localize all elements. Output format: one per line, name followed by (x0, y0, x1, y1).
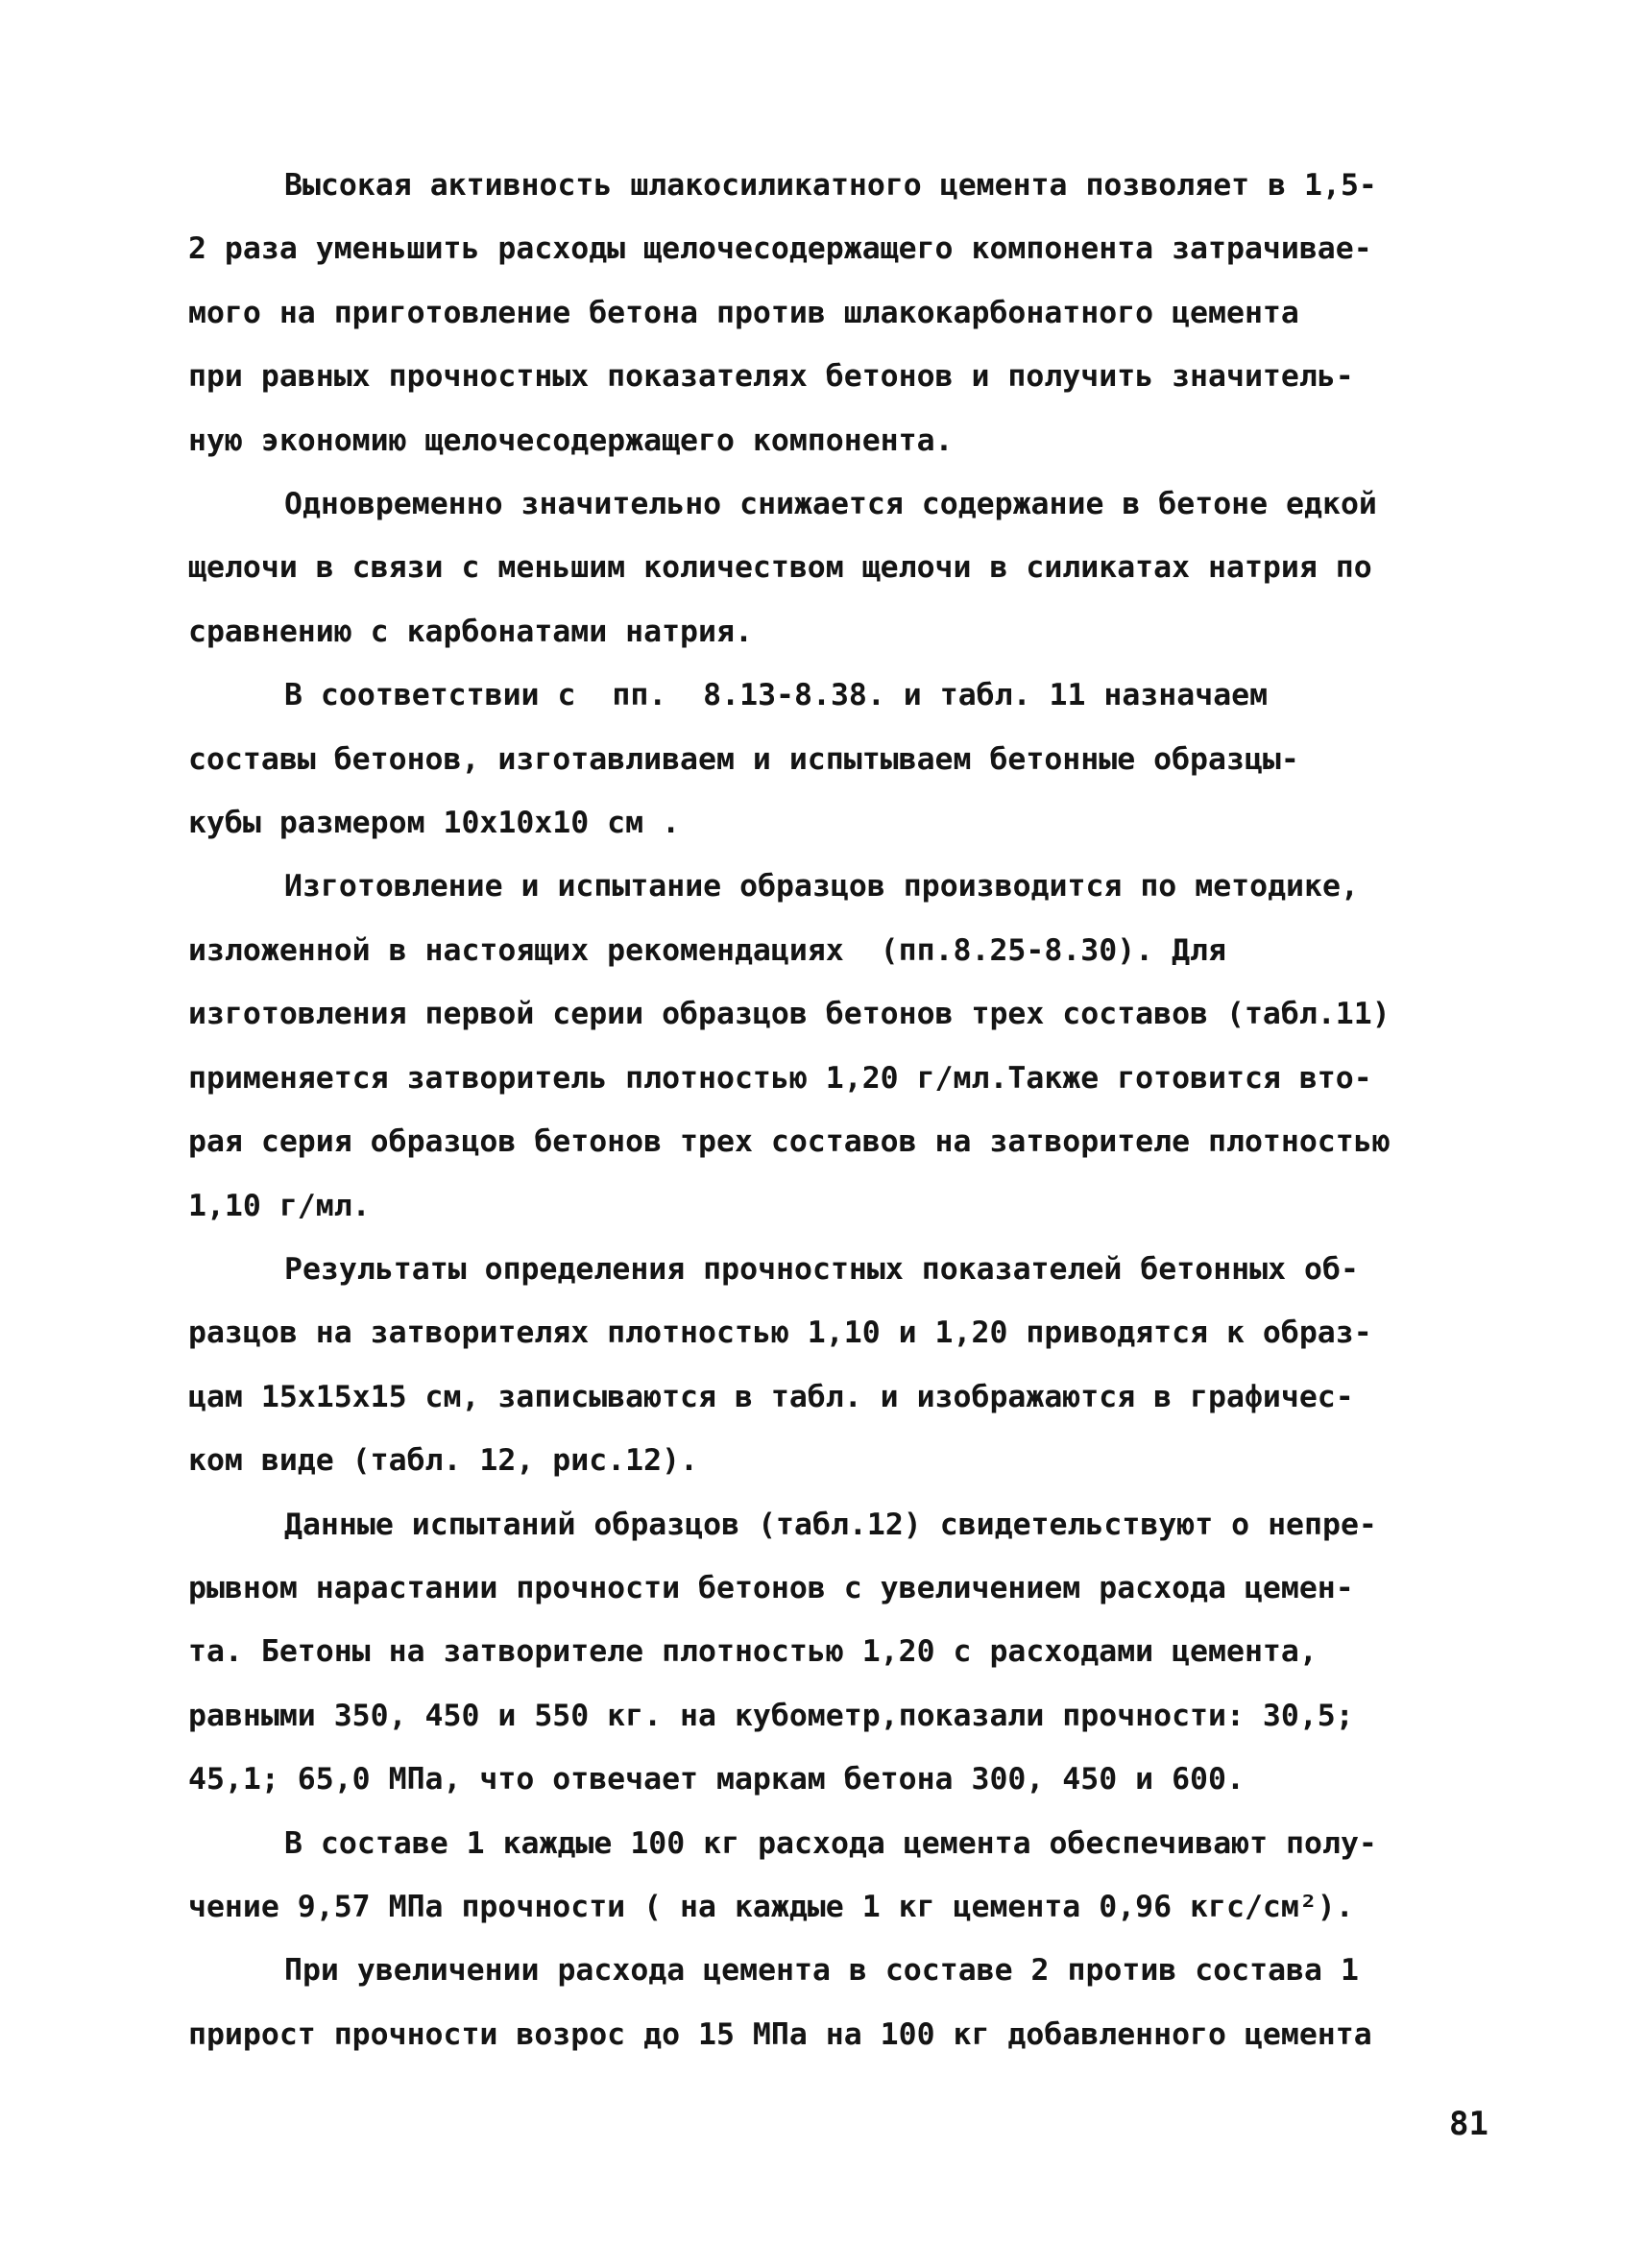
text-line: чение 9,57 МПа прочности ( на каждые 1 кг цемента 0,96 кгс/см²). (188, 1889, 1354, 1924)
text-line: В составе 1 каждые 100 кг расхода цемента обеспечивают полу- (284, 1825, 1377, 1861)
text-line: та. Бетоны на затворителе плотностью 1,20 с расходами цемента, (188, 1634, 1318, 1670)
page-number: 81 (1449, 2105, 1488, 2143)
paragraph-1 (188, 154, 1510, 472)
text-line: рывном нарастании прочности бетонов с увеличением расхода цемен- (188, 1570, 1354, 1605)
paragraph-2 (188, 472, 1510, 664)
text-line: равными 350, 450 и 550 кг. на кубометр,показали прочности: 30,5; (188, 1698, 1354, 1733)
text-line: Одновременно значительно снижается содержание в бетоне едкой (284, 487, 1377, 522)
text-line: кубы размером 10х10х10 см . (188, 806, 681, 841)
body-text (188, 154, 1510, 2066)
text-line: Результаты определения прочностных показателей бетонных об- (284, 1251, 1359, 1287)
text-line: 1,10 г/мл. (188, 1188, 371, 1223)
text-line: ком виде (табл. 12, рис.12). (188, 1443, 699, 1479)
text-line: при равных прочностных показателях бетонов и получить значитель- (188, 359, 1354, 395)
paragraph-4 (188, 855, 1510, 1237)
paragraph-8 (188, 1939, 1510, 2066)
text-line: изготовления первой серии образцов бетонов трех составов (табл.11) (188, 997, 1391, 1032)
text-line: Изготовление и испытание образцов производится по методике, (284, 869, 1359, 905)
text-line: изложенной в настоящих рекомендациях (пп.8.25-8.30). Для (188, 932, 1226, 968)
text-line: цам 15х15х15 см, записываются в табл. и изображаются в графичес- (188, 1379, 1354, 1414)
paragraph-5 (188, 1238, 1510, 1493)
text-line: мого на приготовление бетона против шлакокарбонатного цемента (188, 295, 1299, 330)
paragraph-7 (188, 1812, 1510, 1940)
text-line: разцов на затворителях плотностью 1,10 и 1,20 приводятся к образ- (188, 1315, 1372, 1351)
text-line: ную экономию щелочесодержащего компонента. (188, 422, 954, 458)
text-line: Данные испытаний образцов (табл.12) свидетельствуют о непре- (284, 1507, 1377, 1542)
text-line: щелочи в связи с меньшим количеством щелочи в силикатах натрия по (188, 550, 1372, 586)
text-line: В соответствии с пп. 8.13-8.38. и табл. 11 назначаем (284, 678, 1269, 713)
text-line: применяется затворитель плотностью 1,20 г/мл.Также готовится вто- (188, 1060, 1372, 1096)
text-line: 45,1; 65,0 МПа, что отвечает маркам бетона 300, 450 и 600. (188, 1762, 1245, 1798)
text-line: 2 раза уменьшить расходы щелочесодержащего компонента затрачивае- (188, 231, 1372, 267)
text-line: составы бетонов, изготавливаем и испытываем бетонные образцы- (188, 741, 1299, 777)
text-line: сравнению с карбонатами натрия. (188, 614, 753, 649)
text-line: прирост прочности возрос до 15 МПа на 100 кг добавленного цемента (188, 2016, 1372, 2052)
paragraph-6 (188, 1493, 1510, 1812)
text-line: рая серия образцов бетонов трех составов на затворителе плотностью (188, 1124, 1391, 1160)
text-line: При увеличении расхода цемента в составе 2 против состава 1 (284, 1953, 1359, 1989)
paragraph-3 (188, 664, 1510, 855)
text-line: Высокая активность шлакосиликатного цемента позволяет в 1,5- (284, 168, 1377, 203)
